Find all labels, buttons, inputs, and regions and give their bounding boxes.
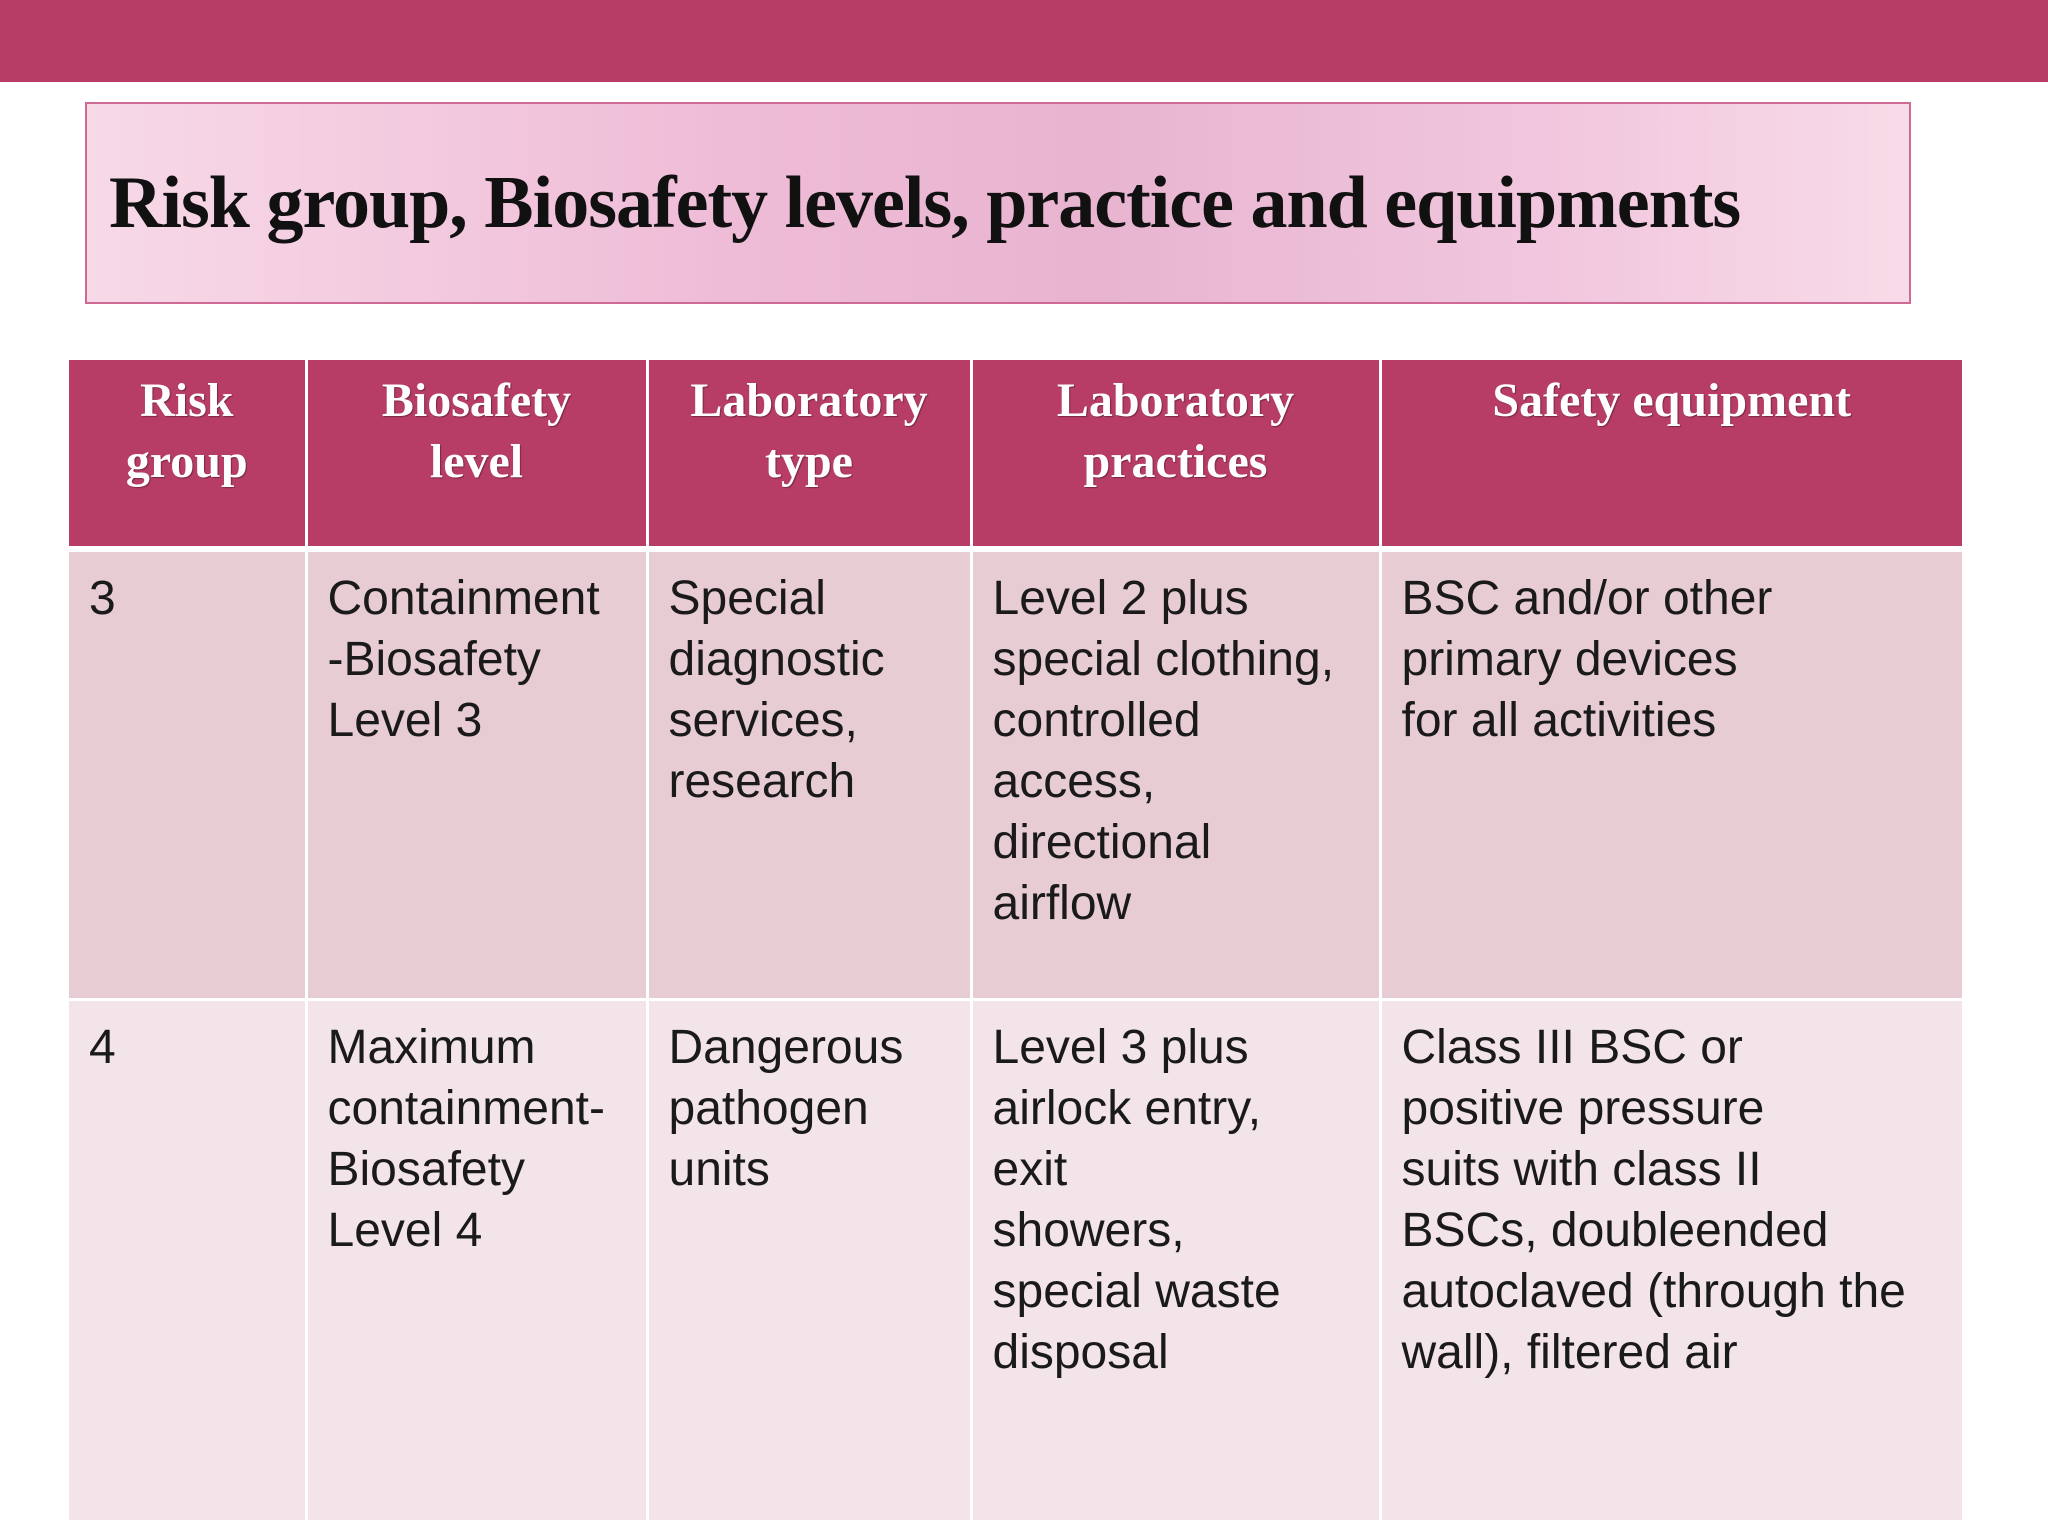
cell-line: wall), filtered air xyxy=(1401,1325,1738,1379)
cell-line: airflow xyxy=(992,877,1132,930)
cell-safety-equipment xyxy=(1380,549,1962,999)
cell-line: suits with class II xyxy=(1401,1142,1762,1196)
cell-laboratory-type xyxy=(647,549,971,999)
header-biosafety-level xyxy=(306,360,647,549)
header-line: practices xyxy=(1083,435,1268,488)
cell-line: positive pressure xyxy=(1401,1081,1765,1135)
cell-line: Level 4 xyxy=(327,1203,483,1257)
cell-line: Special xyxy=(668,572,826,625)
table-row xyxy=(69,549,1962,999)
cell-risk-group xyxy=(69,549,306,999)
table-header-row xyxy=(69,360,1962,549)
cell-line: Level 2 plus xyxy=(992,572,1249,625)
cell-line: directional xyxy=(992,816,1212,869)
cell-line: exit xyxy=(992,1142,1068,1196)
cell-line: Biosafety xyxy=(327,1142,525,1196)
cell-risk-group xyxy=(69,999,306,1520)
header-laboratory-type xyxy=(647,360,971,549)
cell-line: access, xyxy=(992,755,1156,808)
slide-title: Risk group, Biosafety levels, practice and equipments xyxy=(109,161,1741,244)
cell-biosafety-level xyxy=(306,549,647,999)
cell-line: Maximum xyxy=(327,1020,536,1074)
biosafety-table xyxy=(69,360,1962,1520)
header-safety-equipment xyxy=(1380,360,1962,549)
cell-laboratory-practices xyxy=(971,999,1380,1520)
biosafety-table-container xyxy=(69,360,1962,1520)
cell-laboratory-type xyxy=(647,999,971,1520)
cell-line: units xyxy=(668,1142,770,1196)
cell-line: primary devices xyxy=(1401,633,1738,686)
header-line: level xyxy=(429,435,524,488)
cell-line: special clothing, xyxy=(992,633,1335,686)
cell-laboratory-practices xyxy=(971,549,1380,999)
header-line: group xyxy=(125,435,248,488)
table-row xyxy=(69,999,1962,1520)
cell-line: BSCs, doubleended xyxy=(1401,1203,1829,1257)
cell-line: Dangerous xyxy=(668,1020,904,1074)
cell-biosafety-level xyxy=(306,999,647,1520)
cell-line: special waste xyxy=(992,1264,1281,1318)
header-line: Laboratory xyxy=(690,374,928,427)
cell-line: Containment xyxy=(327,572,600,625)
cell-line: Class III BSC or xyxy=(1401,1020,1743,1074)
header-line: Risk xyxy=(140,374,234,427)
cell-line: controlled xyxy=(992,694,1201,747)
cell-line: showers, xyxy=(992,1203,1185,1257)
cell-line: autoclaved (through the xyxy=(1401,1264,1906,1318)
header-laboratory-practices xyxy=(971,360,1380,549)
cell-line: airlock entry, xyxy=(992,1081,1262,1135)
top-accent-band xyxy=(0,0,2048,82)
cell-line: Level 3 plus xyxy=(992,1020,1249,1074)
header-line: type xyxy=(765,435,853,488)
cell-line: containment- xyxy=(327,1081,605,1135)
cell-line: services, xyxy=(668,694,858,747)
cell-safety-equipment xyxy=(1380,999,1962,1520)
cell-line: BSC and/or other xyxy=(1401,572,1773,625)
title-box xyxy=(85,102,1911,304)
header-risk-group xyxy=(69,360,306,549)
cell-line: Level 3 xyxy=(327,694,483,747)
cell-line: for all activities xyxy=(1401,694,1717,747)
cell-line: 3 xyxy=(89,572,116,625)
cell-line: disposal xyxy=(992,1325,1169,1379)
cell-line: -Biosafety xyxy=(327,633,541,686)
header-line: Safety equipment xyxy=(1492,374,1852,427)
cell-line: 4 xyxy=(89,1020,116,1074)
cell-line: diagnostic xyxy=(668,633,885,686)
header-line: Biosafety xyxy=(381,374,572,427)
header-line: Laboratory xyxy=(1056,374,1295,427)
cell-line: research xyxy=(668,755,856,808)
cell-line: pathogen xyxy=(668,1081,869,1135)
